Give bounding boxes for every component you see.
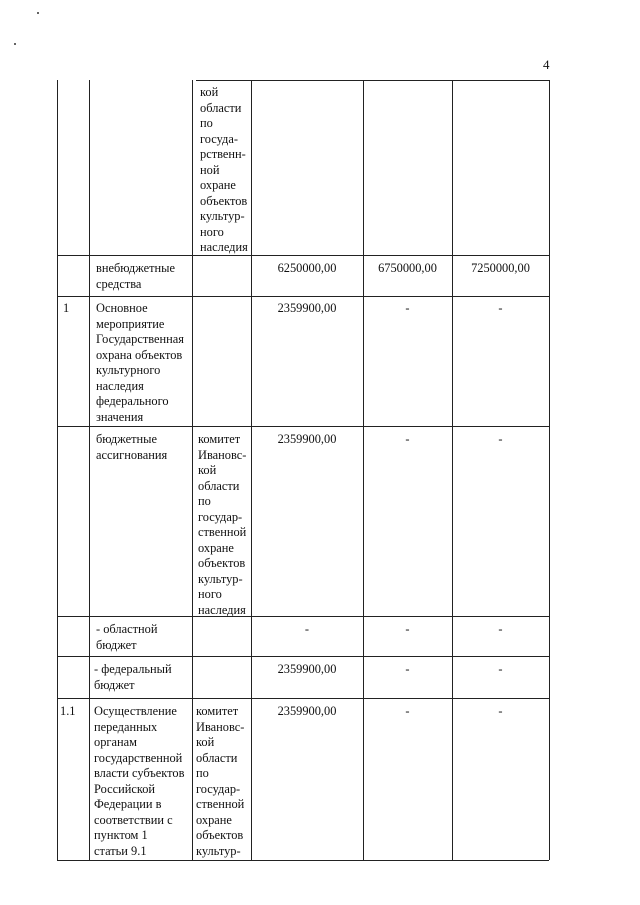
year2-cell: 6750000,00: [378, 261, 437, 275]
name-cell: - областной бюджет: [96, 622, 158, 652]
row-divider: [196, 80, 549, 81]
column-divider: [363, 80, 364, 860]
year3-cell: -: [498, 704, 503, 718]
row-divider: [57, 296, 549, 297]
executor-cell: комитет Ивановс- кой области по государ- ственной охране объектов культур- ного наследия: [198, 432, 247, 617]
name-cell: внебюджетные средства: [96, 261, 175, 291]
row-divider: [57, 616, 549, 617]
executor-cell: кой области по госуда- рственн- ной охране объектов культур- ного наследия: [200, 85, 248, 254]
year2-cell: -: [405, 432, 410, 446]
year2-cell: -: [405, 622, 410, 636]
year3-cell: 7250000,00: [471, 261, 530, 275]
page-number: 4: [543, 57, 550, 72]
column-divider: [192, 80, 193, 860]
row-divider: [57, 255, 549, 256]
scan-speck: [14, 43, 16, 45]
year3-cell: -: [498, 622, 503, 636]
scan-speck: [37, 12, 39, 14]
name-cell: - федеральный бюджет: [94, 662, 172, 692]
name-cell: Основное мероприятие Государственная охрана объектов культурного наследия федерального значения: [96, 301, 184, 424]
year2-cell: -: [405, 662, 410, 676]
year1-cell: 2359900,00: [277, 662, 337, 676]
year3-cell: -: [498, 432, 503, 446]
row-divider: [57, 860, 549, 861]
column-divider: [251, 80, 252, 860]
year1-cell: 2359900,00: [277, 704, 337, 718]
table-border-left: [57, 80, 58, 860]
row-divider: [57, 426, 549, 427]
executor-cell: комитет Ивановс- кой области по государ- ственной охране объектов культур-: [196, 704, 245, 858]
name-cell: бюджетные ассигнования: [96, 432, 168, 462]
number-cell: 1.1: [60, 704, 76, 718]
table-border-right: [549, 80, 550, 860]
row-divider: [57, 656, 549, 657]
year2-cell: -: [405, 704, 410, 718]
year2-cell: -: [405, 301, 410, 315]
row-divider: [57, 698, 549, 699]
year1-cell: 2359900,00: [277, 301, 337, 315]
name-cell: Осуществление переданных органам государственной власти субъектов Российской Федерации в соответствии с пунктом 1 статьи 9.1: [94, 704, 185, 858]
year3-cell: -: [498, 662, 503, 676]
year1-cell: 2359900,00: [277, 432, 337, 446]
column-divider: [452, 80, 453, 860]
year1-cell: 6250000,00: [277, 261, 337, 275]
column-divider: [89, 80, 90, 860]
number-cell: 1: [63, 301, 70, 315]
year3-cell: -: [498, 301, 503, 315]
year1-cell: -: [304, 622, 310, 636]
